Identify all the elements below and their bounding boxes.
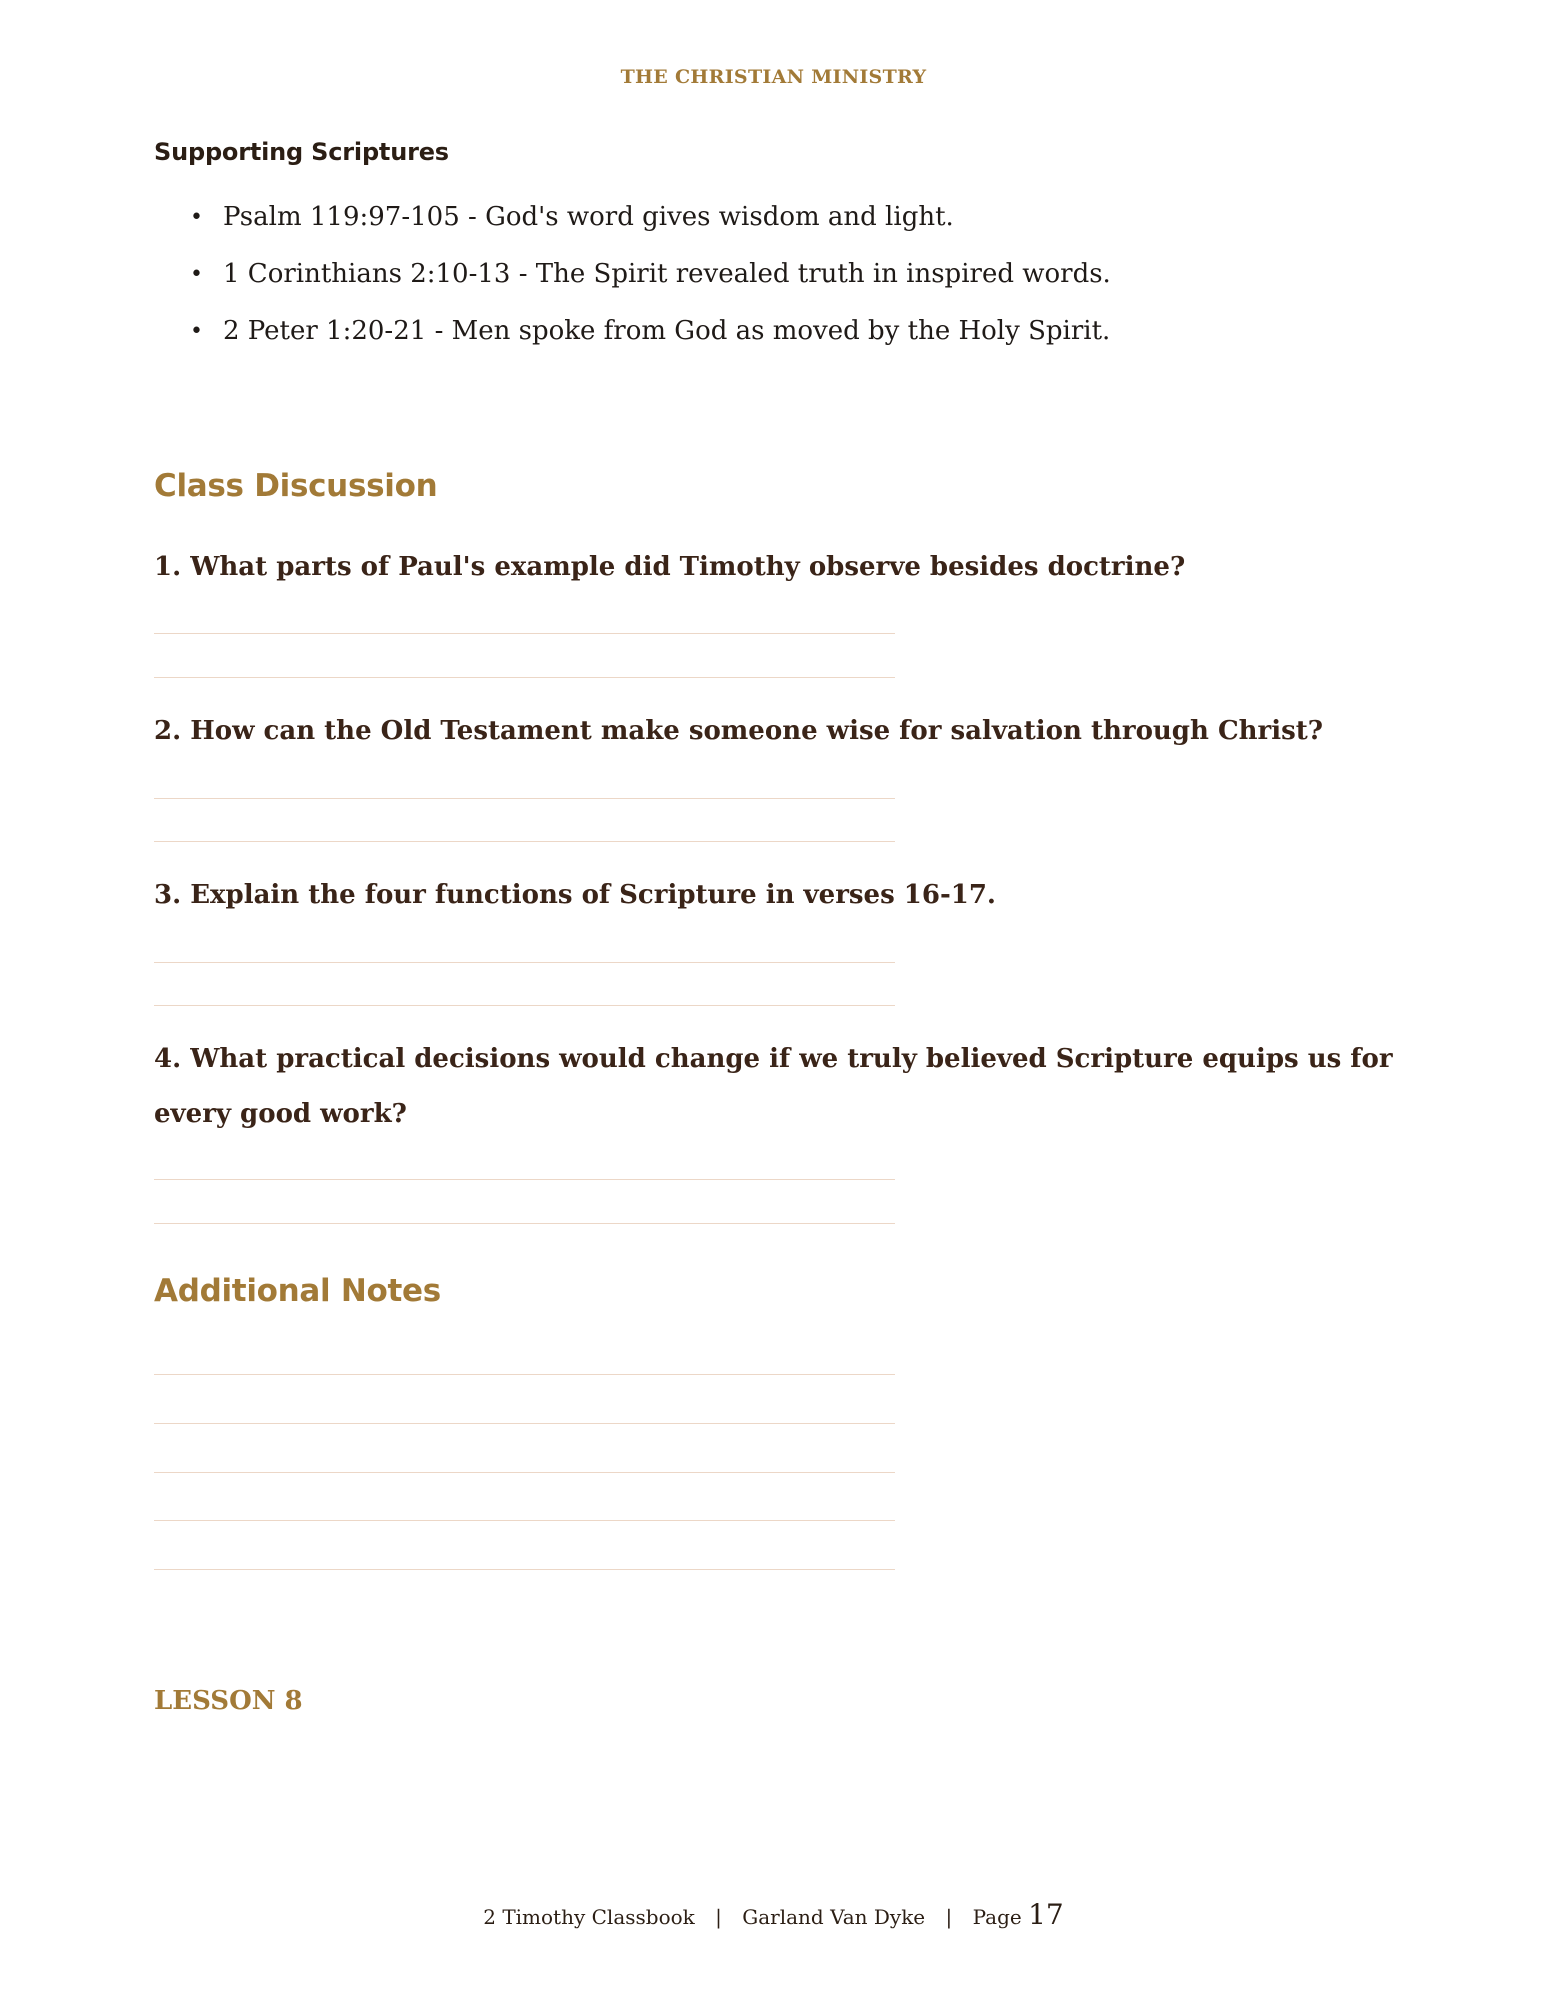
answer-line [154, 798, 895, 799]
answer-line [154, 1179, 895, 1180]
footer-page-number: 17 [1028, 1898, 1064, 1931]
answer-line [154, 1005, 895, 1006]
bullet-icon: • [190, 205, 203, 230]
discussion-question-4: 4. What practical decisions would change if we truly believed Scripture equips us for every good work? [154, 1044, 1393, 1129]
footer-page-label: Page [972, 1905, 1022, 1929]
footer-author: Garland Van Dyke [742, 1905, 926, 1929]
bullet-icon: • [190, 262, 203, 287]
supporting-scriptures-heading: Supporting Scriptures [154, 138, 449, 166]
next-lesson-label: LESSON 8 [154, 1686, 303, 1716]
supporting-scriptures-section [154, 138, 449, 180]
scripture-reference: Psalm 119:97-105 - God's word gives wisdom and light. [223, 202, 954, 232]
notes-line [154, 1472, 895, 1473]
answer-line [154, 841, 895, 842]
list-item [154, 189, 1111, 246]
page-footer [0, 1898, 1547, 1931]
discussion-question-1: 1. What parts of Paul's example did Timothy observe besides doctrine? [154, 552, 1186, 582]
additional-notes-heading: Additional Notes [154, 1273, 441, 1309]
answer-line [154, 962, 895, 963]
notes-line [154, 1423, 895, 1424]
bullet-icon: • [190, 319, 203, 344]
notes-line [154, 1520, 895, 1521]
scripture-list [154, 189, 1111, 360]
discussion-question-3: 3. Explain the four functions of Scripture in verses 16-17. [154, 880, 996, 910]
answer-line [154, 633, 895, 634]
notes-line [154, 1569, 895, 1570]
footer-book-title: 2 Timothy Classbook [483, 1905, 695, 1929]
list-item [154, 303, 1111, 360]
list-item [154, 246, 1111, 303]
class-discussion-heading: Class Discussion [154, 468, 438, 504]
scripture-reference: 2 Peter 1:20-21 - Men spoke from God as moved by the Holy Spirit. [223, 316, 1111, 346]
scripture-reference: 1 Corinthians 2:10-13 - The Spirit revealed truth in inspired words. [223, 259, 1111, 289]
answer-line [154, 677, 895, 678]
notes-line [154, 1374, 895, 1375]
running-header: THE CHRISTIAN MINISTRY [620, 66, 927, 88]
answer-line [154, 1223, 895, 1224]
footer-separator: | [945, 1905, 953, 1929]
discussion-question-2: 2. How can the Old Testament make someone wise for salvation through Christ? [154, 716, 1323, 746]
footer-separator: | [715, 1905, 722, 1929]
